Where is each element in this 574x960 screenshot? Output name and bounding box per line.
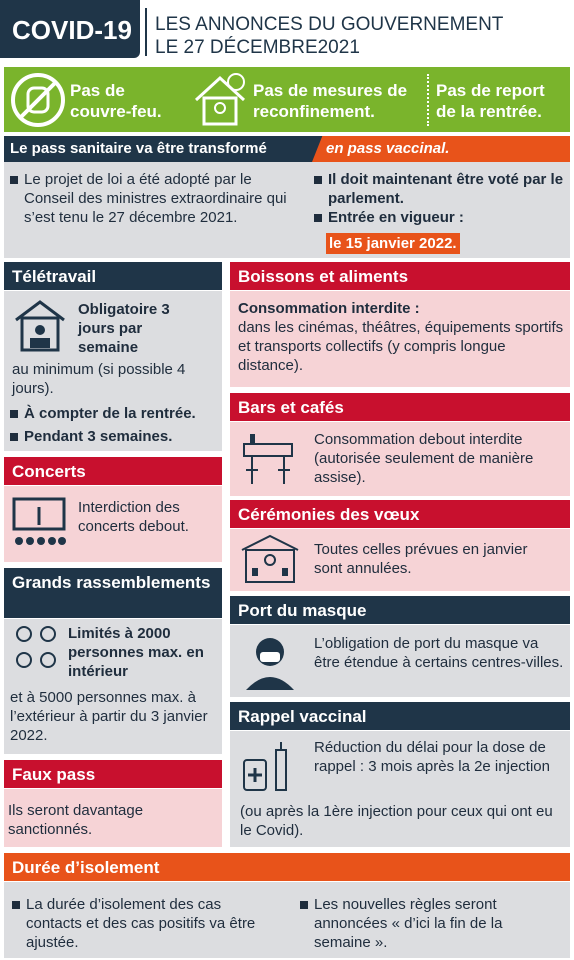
boissons-title: Boissons et aliments bbox=[230, 262, 570, 290]
badge-title: COVID-19 bbox=[12, 15, 132, 45]
house-icon bbox=[190, 70, 250, 130]
banner-item2: Pas de mesures de reconfinement. bbox=[253, 81, 408, 121]
isolement-left-list bbox=[10, 895, 270, 952]
grands-text2: et à 5000 personnes max. à l’extérieur à partir du 3 janvier 2022. bbox=[10, 689, 208, 744]
pass-right-list bbox=[312, 170, 567, 227]
pass-right-item2 bbox=[312, 208, 567, 227]
pass-title-right-text: en pass vaccinal. bbox=[326, 140, 450, 157]
teletravail-list bbox=[8, 404, 220, 446]
stage-icon bbox=[10, 495, 68, 553]
masque-text: L’obligation de port du masque va être étendue à certains centres-villes. bbox=[314, 635, 564, 671]
teletravail-text1: Obligatoire 3 jours par semaine bbox=[78, 301, 170, 356]
group-people-icon bbox=[8, 624, 64, 680]
boissons-text1: Consommation interdite : bbox=[238, 300, 420, 317]
concerts-title: Concerts bbox=[4, 457, 222, 485]
bars-text: Consommation debout interdite (autorisée seulement de manière assise). bbox=[314, 431, 534, 486]
concerts-text: Interdiction des concerts debout. bbox=[78, 499, 189, 535]
masque-title: Port du masque bbox=[230, 596, 570, 624]
home-office-icon bbox=[12, 298, 68, 354]
rappel-text2: (ou après la 1ère injection pour ceux qui ont eu le Covid). bbox=[240, 803, 553, 839]
boissons-text2: dans les cinémas, théâtres, équipements sportifs et transports collectifs (y compris longue distance). bbox=[238, 319, 564, 374]
rappel-title: Rappel vaccinal bbox=[230, 702, 570, 730]
ceremonies-title: Cérémonies des vœux bbox=[230, 500, 570, 528]
teletravail-bullet2: Pendant 3 semaines. bbox=[8, 427, 220, 446]
grands-text1: Limités à 2000 personnes max. en intérieur bbox=[68, 625, 204, 680]
pass-left-list bbox=[8, 170, 288, 227]
teletravail-bullet1: À compter de la rentrée. bbox=[8, 404, 220, 423]
face-mask-icon bbox=[240, 632, 300, 692]
pass-date: le 15 janvier 2022. bbox=[326, 233, 460, 254]
banner-item1: Pas de couvre-feu. bbox=[70, 81, 162, 121]
isolement-right-item: Les nouvelles règles seront annoncées « d’ici la fin de la semaine ». bbox=[298, 895, 563, 952]
pass-left-item: Le projet de loi a été adopté par le Conseil des ministres extraordinaire qui s’est tenu le 27 décembre 2021. bbox=[8, 170, 288, 227]
cafe-table-icon bbox=[238, 430, 298, 488]
town-hall-icon bbox=[238, 532, 302, 586]
grands-title: Grands rassemblements bbox=[4, 568, 222, 618]
ceremonies-text: Toutes celles prévues en janvier sont annulées. bbox=[314, 541, 528, 577]
isolement-left-item: La durée d’isolement des cas contacts et des cas positifs va être ajustée. bbox=[10, 895, 270, 952]
teletravail-text2: au minimum (si possible 4 jours). bbox=[12, 361, 186, 397]
pass-title-left-text: Le pass sanitaire va être transformé bbox=[10, 140, 267, 157]
faux-text: Ils seront davantage sanctionnés. bbox=[8, 802, 144, 838]
rappel-text1: Réduction du délai pour la dose de rappel : 3 mois après la 2e injection bbox=[314, 739, 550, 775]
hand-stop-icon bbox=[10, 72, 66, 128]
teletravail-title: Télétravail bbox=[4, 262, 222, 290]
isolement-right-list bbox=[298, 895, 563, 952]
header-line2: LE 27 DÉCEMBRE2021 bbox=[155, 37, 360, 58]
faux-title: Faux pass bbox=[4, 760, 222, 788]
header-line1: LES ANNONCES DU GOUVERNEMENT bbox=[155, 14, 504, 35]
vaccine-syringe-icon bbox=[238, 740, 300, 798]
pass-right-item1: Il doit maintenant être voté par le parlement. bbox=[312, 170, 567, 208]
pass-right-item2-label: Entrée en vigueur : bbox=[328, 209, 464, 226]
banner-item3: Pas de report de la rentrée. bbox=[436, 81, 545, 121]
isolement-title: Durée d’isolement bbox=[4, 853, 570, 881]
bars-title: Bars et cafés bbox=[230, 393, 570, 421]
